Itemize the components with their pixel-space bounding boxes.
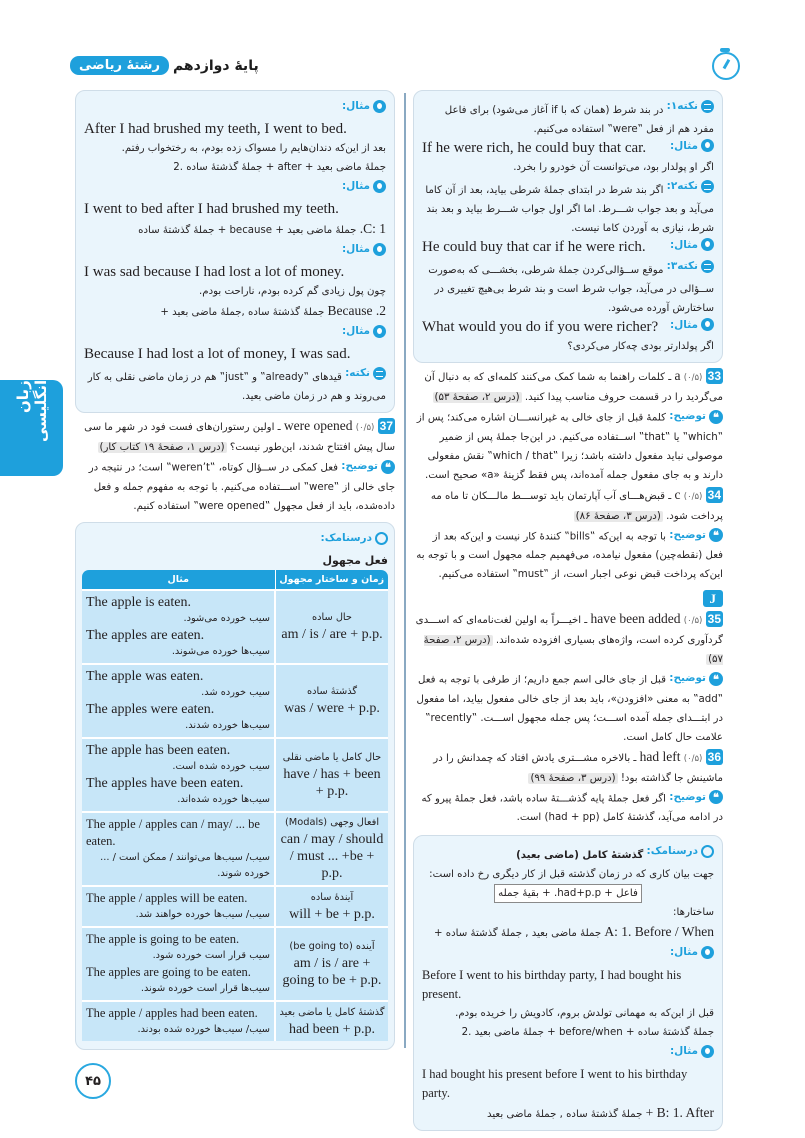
example-en: I had bought his present before I went to his birthday party. — [422, 1067, 688, 1100]
structure-b2: جملهٔ ماضی بعید + after + جملهٔ گذشتهٔ ساده .2 — [173, 162, 386, 173]
example-cell — [82, 590, 275, 664]
question-number: 36 — [707, 749, 721, 764]
example-en: The apple was eaten. — [86, 668, 204, 684]
question-number: 35 — [707, 612, 721, 626]
explanation-35: ❝ توضیح: قبل از جای خالی اسم جمع داریم؛ از طرفی با توجه به فعل ‟add‟ به معنی «افزودن»، باید بعد از جای خالی مفعول بیاید، اما مفعول در ابتـــدای جمله آمده اســـت؛ پس جمله مجهول اســـت. ‟recently‟ علامت حال کامل است. — [416, 672, 723, 743]
example-1-translation: اگر او پولدار بود، می‌توانست آن خودرو را بخرد. — [513, 162, 714, 173]
structures-label: ساختارها: — [673, 907, 714, 918]
tense-name: افعال وجهی (Modals) — [284, 817, 380, 828]
speech-bubble-icon — [701, 260, 714, 273]
note: نکته: قیدهای ‟already‟ و ‟just‟ هم در زمان ماضی نقلی به کار می‌روند و هم در زمان ماضی بعید. — [87, 367, 386, 402]
subject-label: زبان انگلیسی — [13, 380, 50, 443]
tense-structure-cell — [275, 927, 388, 1001]
lesson-reference: (درس ۳، صفحهٔ ۸۶) — [575, 510, 661, 522]
example-translation: سیب‌ها خورده شده‌اند. — [177, 793, 270, 805]
column-header: مثال — [82, 570, 275, 590]
lightbulb-icon — [373, 243, 386, 256]
example-label-row: مثال: — [422, 943, 714, 966]
example-cell — [82, 738, 275, 812]
example-en: If he were rich, he could buy that car. — [422, 140, 647, 156]
example-label: مثال: — [342, 97, 386, 116]
quote-icon: ❝ — [709, 528, 723, 542]
example-en: I went to bed after I had brushed my teeth. — [84, 201, 339, 217]
example-en: The apple / apples can / may/ ... be eaten. — [86, 816, 260, 848]
example-en: Before I went to his birthday party, I had bought his present. — [422, 968, 682, 1001]
lightbulb-icon — [373, 325, 386, 338]
lightbulb-icon — [701, 946, 714, 959]
example-translation: سیب/ سیب‌ها خورده شده بودند. — [137, 1023, 270, 1035]
tense-name: حال ساده — [312, 612, 352, 623]
question-35: 35 have been added (۰/۵) ـ اخیـــراً به اولین لغت‌نامه‌ای که اســـدی گردآوری کرده است، واژه‌های بسیاری افزوده شده‌اند. (درس ۲، صفحهٔ ۵۷) — [415, 611, 723, 665]
explanation-37: ❝ توضیح: فعل کمکی در ســؤال کوتاه، ‟weren’t‟ است؛ در نتیجه در جای خالی از ‟were‟ اســـتفاده می‌کنیم. با توجه به مفهوم جمله و فعل داده‌شده، باید از فعل مجهول ‟were opened‟ استفاده کنیم. — [88, 460, 395, 512]
example-en: The apple is eaten. — [86, 594, 191, 610]
example-en: The apples are going to be eaten. — [86, 964, 251, 979]
question-37: 37 were opened (۰/۵) ـ اولین رستوران‌های فست فود در شهر ما سی سال پیش افتتاح شدند، این‌طور نیست؟ (درس ۱، صفحهٔ ۱۹ کتاب کار) — [84, 418, 395, 453]
column-divider — [404, 93, 406, 1048]
example-translation: بعد از این‌که دندان‌هایم را مسواک زده بودم، به رختخواب رفتم. — [121, 143, 386, 154]
example-translation: چون پول زیادی گم کرده بودم، ناراحت بودم. — [199, 286, 386, 297]
quote-icon: ❝ — [709, 672, 723, 686]
page-number: ۴۵ — [75, 1063, 111, 1099]
formula: فاعل + had+p.p. + بقیهٔ جمله — [494, 884, 642, 903]
explanation-34: ❝ توضیح: با توجه به این‌که ‟bills‟ کنندهٔ کار نیست و این‌که بعد از فعل (نقطه‌چین) مفعول نیامده، می‌فهمیم جمله مجهول است و با توجه به این‌که پرداخت قبض نوعی اجبار است، از ‟must‟ استفاده می‌کنیم. — [416, 528, 723, 580]
example-label: مثال: — [670, 139, 714, 152]
example-label: مثال: — [342, 177, 386, 196]
answer: had left — [639, 748, 681, 764]
tense-name: آیندهٔ ساده — [310, 891, 354, 903]
example-3-translation: اگر پولدارتر بودی چه‌کار می‌کردی؟ — [567, 341, 714, 352]
lesson-reference: (درس ۲، صفحهٔ ۵۷) — [423, 635, 723, 665]
example-en: The apple / apples will be eaten. — [86, 890, 248, 905]
example-en: I was sad because I had lost a lot of money. — [84, 264, 345, 280]
example-en: The apples have been eaten. — [86, 775, 244, 791]
explanation-36: ❝ توضیح: اگر فعل جملهٔ پایه گذشـــتهٔ ساده باشد، فعل جملهٔ پیرو که در ادامه می‌آید، گذشتهٔ کامل (had + pp) است. — [421, 790, 723, 823]
example-en: Because I had lost a lot of money, I was sad. — [84, 346, 351, 362]
structure-c1: C: 1. جملهٔ ماضی بعید + because + جملهٔ گذشتهٔ ساده — [138, 221, 386, 236]
subject-side-tab[interactable] — [0, 380, 63, 476]
example-label: مثال: — [342, 240, 386, 259]
score: (۰/۵) — [355, 423, 375, 433]
table-title: فعل مجهول — [322, 553, 388, 567]
lightbulb-icon — [701, 238, 714, 251]
passive-structure: will + be + p.p. — [289, 906, 375, 922]
column-header: زمان و ساختار مجهول — [275, 570, 388, 590]
passive-structure: can / may / should / must ... +be + p.p. — [280, 832, 384, 881]
review-intro: جهت بیان کاری که در زمان گذشته قبل از کار دیگری رخ داده است: — [429, 869, 714, 880]
lightbulb-icon — [701, 1045, 714, 1058]
score: (۰/۵) — [683, 491, 703, 502]
lesson-reference: (درس ۲، صفحهٔ ۵۳) — [434, 392, 520, 403]
note-3: نکته۳: موقع ســؤالی‌کردن جملهٔ شرطی، بخشـــی که به‌صورت ســؤالی در می‌آید، جواب شرط است و بند شرط بی‌هیچ تغییری در ساختارش آورده می‌شود. — [422, 257, 714, 318]
tense-structure-cell — [275, 590, 388, 664]
passive-structure: have / has + been + p.p. — [283, 766, 381, 799]
structure-b1: B: 1. After + جملهٔ گذشتهٔ ساده , جملهٔ ماضی بعید — [487, 1105, 714, 1120]
formula-row — [422, 884, 714, 903]
example-cell — [82, 886, 275, 927]
stopwatch-pencil-icon — [712, 52, 740, 80]
review-box-past-perfect — [413, 835, 723, 1131]
score: (۰/۵) — [683, 616, 703, 626]
question-number: 33 — [707, 369, 721, 383]
score: (۰/۵) — [683, 753, 703, 764]
passive-structure: was / were + p.p. — [284, 701, 380, 716]
structure-c2: 2. Because جملهٔ گذشتهٔ ساده ,جملهٔ ماضی بعید + — [160, 303, 386, 318]
question-33: 33 a (۰/۵) ـ کلمات راهنما به شما کمک می‌کنند کلمه‌ای که به دنبال آن می‌گردید را در قسمت حروف مناسب پیدا کنید. (درس ۲، صفحهٔ ۵۳) — [424, 368, 723, 403]
review-icon — [375, 532, 388, 545]
right-column — [413, 90, 723, 1131]
field-pill: رشتهٔ ریاضی — [70, 56, 169, 75]
example-3 — [422, 318, 714, 337]
tense-name: حال کامل یا ماضی نقلی — [282, 751, 382, 763]
example-cell — [82, 1001, 275, 1041]
examples-box — [75, 90, 395, 413]
question-36: 36 had left (۰/۵) ـ بالاخره مشـــتری یادش افتاد که چمدانش را در ماشینش جا گذاشته بود! (درس ۳، صفحهٔ ۹۹) — [433, 748, 723, 784]
structure-a1: A: 1. Before / When جملهٔ ماضی بعید , جملهٔ گذشتهٔ ساده + — [433, 924, 714, 939]
example-cell — [82, 927, 275, 1001]
question-34: 34 c (۰/۵) ـ قبض‌هـــای آب آپارتمان باید توســـط مالـــکان تا ماه مه پرداخت شود. (درس ۳، صفحهٔ ۸۶) — [430, 486, 723, 522]
example-2 — [422, 238, 714, 257]
page-header — [70, 52, 740, 82]
speech-bubble-icon — [701, 180, 714, 193]
lesson-reference: (درس ۱، صفحهٔ ۱۹ کتاب کار) — [99, 442, 225, 453]
quote-icon: ❝ — [709, 410, 723, 424]
speech-bubble-icon — [701, 100, 714, 113]
note-label: نکته۱: — [667, 97, 714, 116]
tense-name: آینده (be going to) — [289, 940, 375, 952]
example-en: The apple is going to be eaten. — [86, 931, 240, 946]
example-translation: سیب‌ها قرار است خورده شوند. — [140, 982, 270, 994]
question-number: 34 — [707, 487, 721, 502]
example-label: مثال: — [670, 318, 714, 331]
notes-box — [413, 90, 723, 363]
score: (۰/۵) — [683, 373, 703, 383]
review-title: گذشتهٔ کامل (ماضی بعید) — [516, 850, 644, 861]
section-badge: J — [703, 590, 724, 607]
lesson-reference: (درس ۳، صفحهٔ ۹۹) — [530, 772, 616, 784]
note-1: نکته۱: در بند شرط (همان که با if آغاز می‌شود) برای فاعل مفرد هم از فعل ‟were‟ استفاده می‌کنیم. — [422, 97, 714, 139]
example-label-row: مثال: — [422, 1042, 714, 1065]
lightbulb-icon — [701, 139, 714, 152]
example-translation: سیب/ سیب‌ها می‌توانند / ممکن است / ... خورده شوند. — [100, 851, 270, 879]
grade-title: پایهٔ دوازدهم — [172, 57, 259, 74]
lightbulb-icon — [373, 180, 386, 193]
lightbulb-icon — [373, 100, 386, 113]
answer: were opened — [283, 418, 353, 433]
example-translation: سیب‌ها خورده می‌شوند. — [171, 645, 270, 657]
note-2: نکته۲: اگر بند شرط در ابتدای جملهٔ شرطی بیاید، بعد از آن کاما می‌آید و بعد جواب شـــرط. اما اگر اول جواب شـــرط بیاید و بعد بند شرط، نیازی به آوردن کاما نیست. — [422, 177, 714, 238]
tense-structure-cell — [275, 886, 388, 927]
tense-structure-cell — [275, 738, 388, 812]
passive-structure: had been + p.p. — [288, 1021, 376, 1037]
left-column — [75, 90, 395, 1050]
example-en: What would you do if you were richer? — [422, 319, 659, 335]
example-1 — [422, 139, 714, 158]
explanation-33: ❝ توضیح: کلمهٔ قبل از جای خالی به غیرانســـان اشاره می‌کند؛ پس از ‟which‟ یا ‟that‟ اســتفاده می‌کنیم. در این‌جا جملهٔ پس از ضمیر موصولی نباید مفعول داشته باشد؛ زیرا ‟which / that‟ نقش مفعولی دارند و به جای مفعول جمله آمده‌اند، پس فقط گزینهٔ «a» صحیح است. — [416, 410, 723, 481]
table-row — [82, 812, 388, 886]
example-translation: سیب‌ها خورده شدند. — [185, 719, 270, 731]
example-en: After I had brushed my teeth, I went to bed. — [84, 121, 347, 137]
example-en: The apple has been eaten. — [86, 742, 231, 758]
example-en: The apple / apples had been eaten. — [86, 1005, 258, 1020]
table-row — [82, 590, 388, 664]
tense-structure-cell — [275, 664, 388, 738]
tense-name: گذشتهٔ کامل یا ماضی بعید — [279, 1006, 385, 1018]
example-en: He could buy that car if he were rich. — [422, 239, 646, 255]
review-icon — [701, 845, 714, 858]
tense-structure-cell — [275, 812, 388, 886]
example-translation: قبل از این‌که به مهمانی تولدش بروم، کادویش را خریده بودم. — [455, 1008, 714, 1019]
table-row — [82, 1001, 388, 1041]
passive-structure: am / is / are + going to be + p.p. — [282, 955, 382, 988]
answer: a — [674, 368, 681, 383]
answer: have been added — [590, 611, 681, 626]
tense-name: گذشتهٔ ساده — [306, 686, 358, 697]
note-label: نکته۲: — [667, 177, 714, 196]
passive-table — [82, 570, 388, 1041]
section-j-row — [413, 588, 723, 607]
example-en: The apples were eaten. — [86, 701, 215, 717]
review-box-passive: درسنامک: فعل مجهول زمان و ساختار مجهول مثال حال ساده am / is / are + p.p. The apple is eaten. سیب خورده می‌شود. The apples are eaten. سیب‌ها خورده می‌شوند. گذشتهٔ ساده was / were + p.p. The apple was eaten. سیب خورده شد. The apples were eaten. سیب‌ها خورده شدند. حال کامل یا ماضی نقلی have / has + been + p.p. The apple has been eaten. سیب خورده شده است. The apples have been eaten. سیب‌ها خورده شده‌اند. افعال وجهی (Modals) can / may / should / must ... +be + p.p. The apple / apples can / may/ ... be eaten. سیب/ سیب‌ها می‌توانند / ممکن است / ... خورده شوند. آیندهٔ ساده will + be + p.p. The apple / apples will be eaten. سیب/ سیب‌ها خورده خواهند شد. آینده (be going to) am / is / are + going to be + p.p. The apple is going to be eaten. سیب قرار است خورده شود. The apples are going to be eaten. سیب‌ها قرار است خورده شوند. گذشتهٔ کامل یا ماضی بعید had been + p.p. The apple / apples had been eaten. سیب/ سیب‌ها خورده شده بودند. — [75, 522, 395, 1050]
example-cell — [82, 664, 275, 738]
example-label: مثال: — [670, 238, 714, 251]
quote-icon: ❝ — [709, 790, 723, 804]
passive-structure: am / is / are + p.p. — [281, 627, 383, 642]
example-en: The apples are eaten. — [86, 627, 205, 643]
review-heading: درسنامک: گذشتهٔ کامل (ماضی بعید) — [422, 842, 714, 865]
answer: c — [674, 486, 681, 502]
lightbulb-icon — [701, 318, 714, 331]
example-translation: سیب/ سیب‌ها خورده خواهند شد. — [135, 908, 270, 920]
speech-bubble-icon — [373, 367, 386, 380]
quote-icon: ❝ — [381, 460, 395, 474]
example-translation: سیب خورده شد. — [201, 686, 270, 698]
example-translation: سیب خورده می‌شود. — [183, 612, 270, 624]
note-label: نکته۳: — [667, 257, 714, 276]
grade-heading — [70, 56, 259, 75]
table-row — [82, 664, 388, 738]
example-translation: سیب خورده شده است. — [172, 760, 270, 772]
question-number: 37 — [379, 419, 393, 433]
table-row — [82, 927, 388, 1001]
example-label: مثال: — [342, 322, 386, 341]
table-row — [82, 886, 388, 927]
example-translation: سیب قرار است خورده شود. — [152, 949, 270, 961]
example-cell — [82, 812, 275, 886]
tense-structure-cell — [275, 1001, 388, 1041]
table-row — [82, 738, 388, 812]
structure-a2: جملهٔ گذشتهٔ ساده + before/when + جملهٔ ماضی بعید .2 — [461, 1027, 714, 1038]
